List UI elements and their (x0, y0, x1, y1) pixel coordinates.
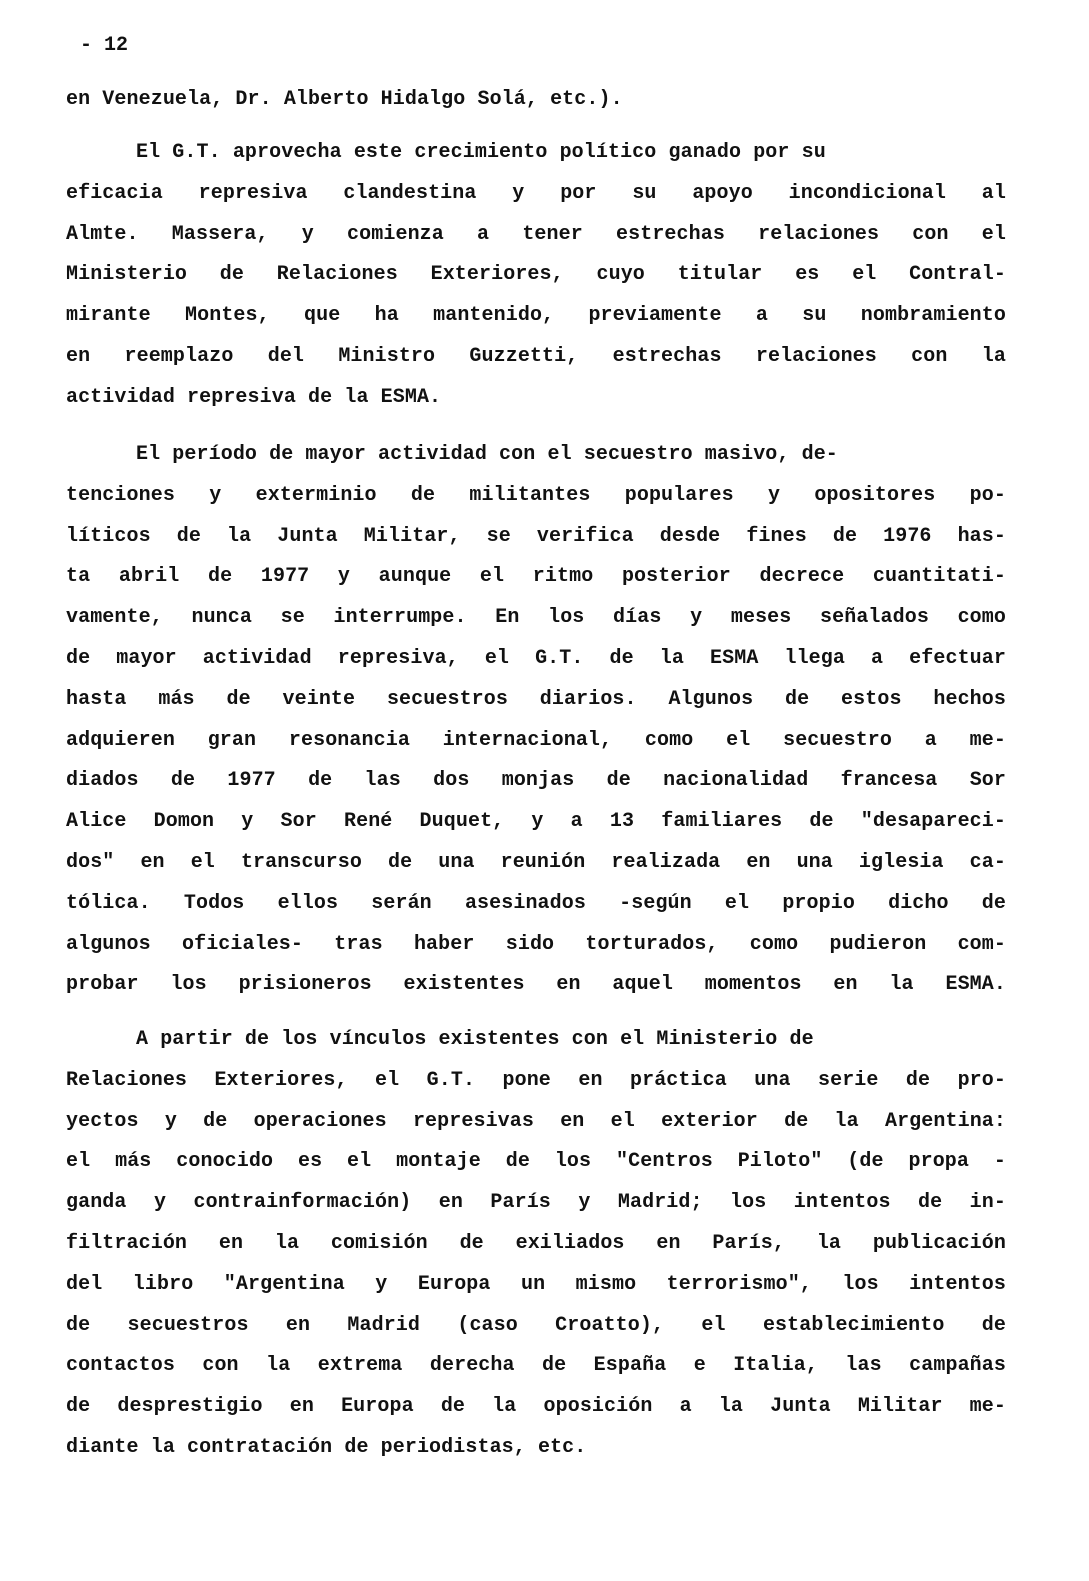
text-line: de secuestros en Madrid (caso Croatto), el establecimiento de (66, 1313, 1006, 1337)
text-line: A partir de los vínculos existentes con el Ministerio de (136, 1028, 814, 1051)
text-line: diante la contratación de periodistas, etc. (66, 1435, 587, 1459)
text-line: contactos con la extrema derecha de España e Italia, las campañas (66, 1354, 1006, 1378)
paragraph-continuation (66, 80, 1006, 121)
text-line: Ministerio de Relaciones Exteriores, cuyo titular es el Contral- (66, 263, 1006, 287)
text-line: en reemplazo del Ministro Guzzetti, estrechas relaciones con la (66, 344, 1006, 368)
text-line: tólica. Todos ellos serán asesinados -según el propio dicho de (66, 891, 1006, 915)
text-line: en Venezuela, Dr. Alberto Hidalgo Solá, etc.). (66, 88, 623, 111)
text-line: Alice Domon y Sor René Duquet, y a 13 familiares de "desapareci- (66, 810, 1006, 834)
text-line: adquieren gran resonancia internacional, como el secuestro a me- (66, 728, 1006, 752)
text-line: algunos oficiales- tras haber sido torturados, como pudieron com- (66, 932, 1006, 956)
text-line: vamente, nunca se interrumpe. En los días y meses señalados como (66, 606, 1006, 630)
text-line: tenciones y exterminio de militantes populares y opositores po- (66, 483, 1006, 507)
text-line: yectos y de operaciones represivas en el exterior de la Argentina: (66, 1109, 1006, 1133)
text-line: de mayor actividad represiva, el G.T. de la ESMA llega a efectuar (66, 646, 1006, 670)
text-line: diados de 1977 de las dos monjas de nacionalidad francesa Sor (66, 769, 1006, 793)
text-line: Relaciones Exteriores, el G.T. pone en práctica una serie de pro- (66, 1068, 1006, 1092)
text-line: dos" en el transcurso de una reunión realizada en una iglesia ca- (66, 850, 1006, 874)
text-line: eficacia represiva clandestina y por su apoyo incondicional al (66, 181, 1006, 205)
paragraph-gt-crecimiento (66, 133, 1006, 419)
text-line: hasta más de veinte secuestros diarios. Algunos de estos hechos (66, 687, 1006, 711)
paragraph-periodo (66, 435, 1006, 1006)
text-line: Almte. Massera, y comienza a tener estrechas relaciones con el (66, 222, 1006, 246)
text-line: ta abril de 1977 y aunque el ritmo posterior decrece cuantitati- (66, 565, 1006, 589)
text-line: El G.T. aprovecha este crecimiento político ganado por su (136, 141, 826, 164)
text-line: probar los prisioneros existentes en aquel momentos en la ESMA. (66, 973, 1006, 997)
text-line: de desprestigio en Europa de la oposición a la Junta Militar me- (66, 1395, 1006, 1419)
paragraph-vinculos (66, 1020, 1006, 1469)
text-line: líticos de la Junta Militar, se verifica desde fines de 1976 has- (66, 524, 1006, 548)
page-number: - 12 (80, 34, 129, 57)
text-line: ganda y contrainformación) en París y Madrid; los intentos de in- (66, 1191, 1006, 1215)
text-line: filtración en la comisión de exiliados en París, la publicación (66, 1231, 1006, 1255)
text-line: el más conocido es el montaje de los "Centros Piloto" (de propa - (66, 1150, 1006, 1174)
text-line: El período de mayor actividad con el secuestro masivo, de- (136, 443, 838, 466)
text-line: actividad represiva de la ESMA. (66, 385, 442, 409)
text-line: del libro "Argentina y Europa un mismo terrorismo", los intentos (66, 1272, 1006, 1296)
text-line: mirante Montes, que ha mantenido, previamente a su nombramiento (66, 304, 1006, 328)
